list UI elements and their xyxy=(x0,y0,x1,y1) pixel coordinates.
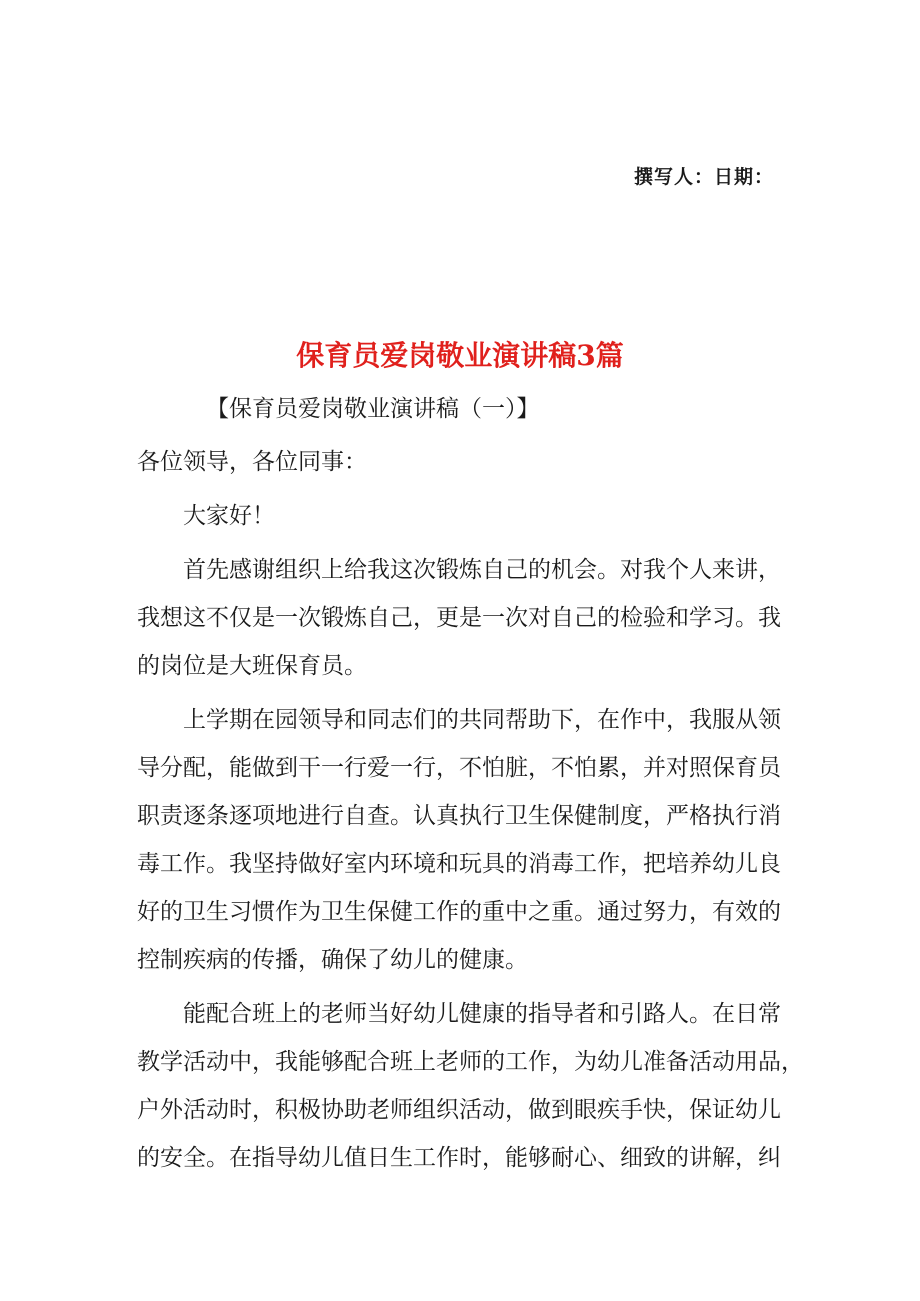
salutation: 各位领导，各位同事： xyxy=(137,449,367,475)
greeting: 大家好！ xyxy=(183,503,275,529)
paragraph-line: 教学活动中，我能够配合班上老师的工作，为幼儿准备活动用品， xyxy=(137,1049,804,1075)
paragraph-line: 首先感谢组织上给我这次锻炼自己的机会。对我个人来讲， xyxy=(183,557,781,583)
paragraph-line: 户外活动时，积极协助老师组织活动，做到眼疾手快，保证幼儿 xyxy=(137,1097,781,1123)
section-subtitle: 【保育员爱岗敬业演讲稿（一）】 xyxy=(206,396,540,422)
paragraph-line: 好的卫生习惯作为卫生保健工作的重中之重。通过努力，有效的 xyxy=(137,899,781,925)
paragraph-line: 职责逐条逐项地进行自查。认真执行卫生保健制度，严格执行消 xyxy=(137,803,781,829)
document-body xyxy=(137,438,807,1182)
paragraph-line: 的安全。在指导幼儿值日生工作时，能够耐心、细致的讲解，纠 xyxy=(137,1145,781,1171)
paragraph-3 xyxy=(137,990,807,1182)
paragraph-line: 的岗位是大班保育员。 xyxy=(137,653,367,679)
paragraph-1 xyxy=(137,546,807,690)
paragraph-line: 能配合班上的老师当好幼儿健康的指导者和引路人。在日常 xyxy=(183,1001,781,1027)
byline-author-date: 撰写人：日期： xyxy=(633,166,774,188)
paragraph-line: 我想这不仅是一次锻炼自己，更是一次对自己的检验和学习。我 xyxy=(137,605,781,631)
paragraph-2 xyxy=(137,696,807,984)
paragraph-line: 毒工作。我坚持做好室内环境和玩具的消毒工作，把培养幼儿良 xyxy=(137,851,781,877)
paragraph-line: 导分配，能做到干一行爱一行，不怕脏，不怕累，并对照保育员 xyxy=(137,755,781,781)
paragraph-line: 上学期在园领导和同志们的共同帮助下，在作中，我服从领 xyxy=(183,707,781,733)
document-title: 保育员爱岗敬业演讲稿3篇 xyxy=(296,339,624,372)
paragraph-line: 控制疾病的传播，确保了幼儿的健康。 xyxy=(137,947,528,973)
